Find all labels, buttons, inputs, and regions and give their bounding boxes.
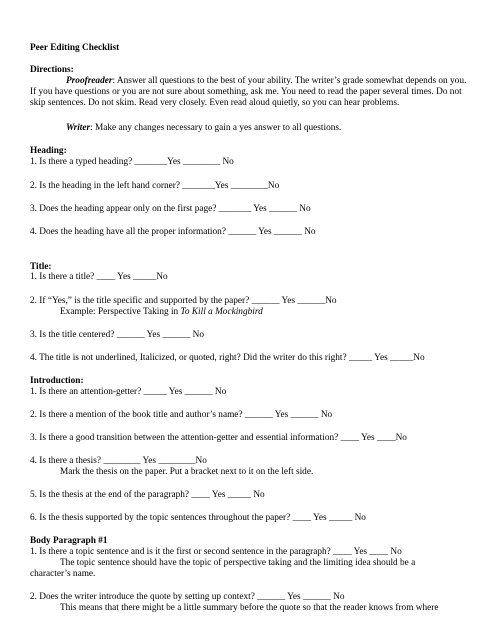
- proofreader-paragraph: [30, 76, 472, 110]
- directions-heading: Directions:: [30, 65, 74, 75]
- proofreader-label: Proofreader: [66, 76, 113, 86]
- intro-section-heading: Introduction:: [30, 376, 84, 386]
- title-question-1: 1. Is there a title? ____ Yes _____No: [30, 272, 168, 282]
- writer-label: Writer: [66, 123, 91, 133]
- title-section-heading: Title:: [30, 262, 52, 272]
- intro-question-1: 1. Is there an attention-getter? _____ Yes ______ No: [30, 387, 227, 397]
- title-question-4: 4. The title is not underlined, Italicized, or quoted, right? Did the writer do this right? _____ Yes _____No: [30, 353, 425, 363]
- intro-question-2: 2. Is there a mention of the book title and author’s name? ______ Yes ______ No: [30, 410, 333, 420]
- title-question-3: 3. Is the title centered? ______ Yes ______ No: [30, 330, 205, 340]
- heading-question-3: 3. Does the heading appear only on the first page? _______ Yes ______ No: [30, 204, 311, 214]
- heading-question-4: 4. Does the heading have all the proper information? ______ Yes ______ No: [30, 227, 316, 237]
- body-question-1: 1. Is there a topic sentence and is it the first or second sentence in the paragraph? ____ Yes ____ No: [30, 547, 402, 557]
- body-question-1-note-line-2: character’s name.: [30, 569, 96, 579]
- writer-text: : Make any changes necessary to gain a yes answer to all questions.: [90, 123, 342, 133]
- intro-question-4: 4. Is there a thesis? ________ Yes ________No: [30, 456, 207, 466]
- heading-question-1: 1. Is there a typed heading? _______Yes ________ No: [30, 157, 234, 167]
- page-title: Peer Editing Checklist: [30, 43, 120, 53]
- body-question-2-note: This means that there might be a little summary before the quote so that the reader knows from where: [60, 603, 439, 613]
- heading-section-heading: Heading:: [30, 146, 67, 156]
- title-question-2-example: Example: Perspective Taking in To Kill a Mockingbird: [60, 307, 263, 317]
- title-question-2: 2. If “Yes,” is the title specific and supported by the paper? ______ Yes ______No: [30, 296, 337, 306]
- writer-paragraph: [30, 123, 475, 134]
- intro-question-4-note: Mark the thesis on the paper. Put a bracket next to it on the left side.: [60, 467, 314, 477]
- heading-question-2: 2. Is the heading in the left hand corner? _______Yes ________No: [30, 181, 280, 191]
- book-title: To Kill a Mockingbird: [180, 307, 263, 317]
- body-section-heading: Body Paragraph #1: [30, 536, 108, 546]
- intro-question-3: 3. Is there a good transition between the attention-getter and essential information? ____ Yes ____No: [30, 433, 407, 443]
- intro-question-6: 6. Is the thesis supported by the topic sentences throughout the paper? ____ Yes _____ No: [30, 513, 366, 523]
- body-question-2: 2. Does the writer introduce the quote by setting up context? ______ Yes ______ No: [30, 592, 345, 602]
- intro-question-5: 5. Is the thesis at the end of the paragraph? ____ Yes _____ No: [30, 490, 265, 500]
- proofreader-text: : Answer all questions to the best of your ability. The writer’s grade somewhat depends on you. If you have questions or you are not sure about something, ask me. You need to read the paper several times. Do not skip sentences. Do not skim. Read very closely. Even read aloud quietly, so you can hear problems.: [30, 76, 467, 109]
- body-question-1-note-line-1: The topic sentence should have the topic of perspective taking and the limiting idea should be a: [60, 558, 416, 568]
